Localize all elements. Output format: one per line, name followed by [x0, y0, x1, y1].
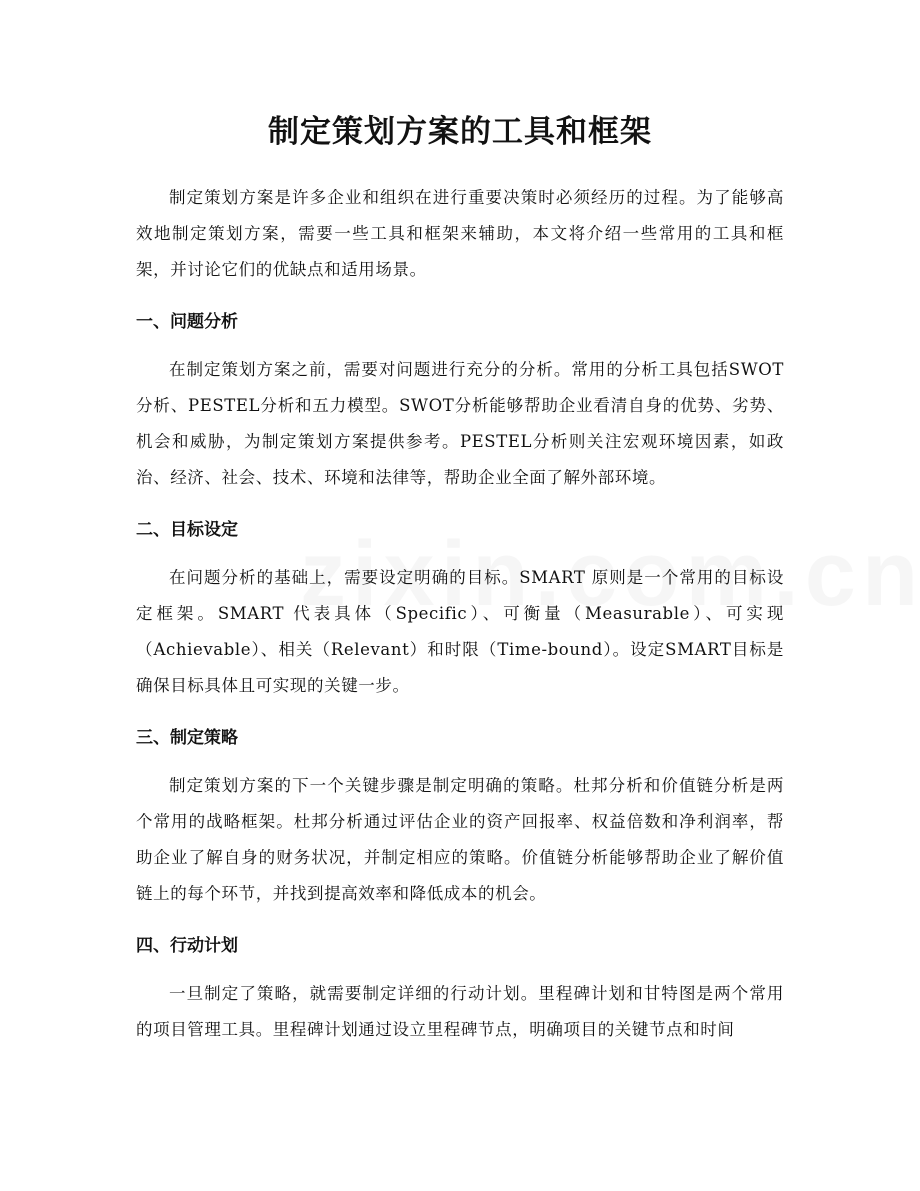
- section-heading-goal-setting: 二、目标设定: [136, 520, 238, 540]
- section-body-problem-analysis: 在制定策划方案之前，需要对问题进行充分的分析。常用的分析工具包括SWOT分析、PESTEL分析和五力模型。SWOT分析能够帮助企业看清自身的优势、劣势、机会和威胁，为制定策划方案提供参考。PESTEL分析则关注宏观环境因素，如政治、经济、社会、技术、环境和法律等，帮助企业全面了解外部环境。: [136, 360, 784, 487]
- section-heading-strategy: 三、制定策略: [136, 728, 238, 748]
- section-body-action-plan: 一旦制定了策略，就需要制定详细的行动计划。里程碑计划和甘特图是两个常用的项目管理工具。里程碑计划通过设立里程碑节点，明确项目的关键节点和时间: [136, 984, 784, 1039]
- section-heading-action-plan: 四、行动计划: [136, 936, 238, 956]
- section-body-strategy: 制定策划方案的下一个关键步骤是制定明确的策略。杜邦分析和价值链分析是两个常用的战略框架。杜邦分析通过评估企业的资产回报率、权益倍数和净利润率，帮助企业了解自身的财务状况，并制定相应的策略。价值链分析能够帮助企业了解价值链上的每个环节，并找到提高效率和降低成本的机会。: [136, 776, 784, 903]
- section-body-goal-setting: 在问题分析的基础上，需要设定明确的目标。SMART 原则是一个常用的目标设定框架。SMART 代表具体（Specific）、可衡量（Measurable）、可实现（Achievable）、相关（Relevant）和时限（Time-bound）。设定SMART目标是确保目标具体且可实现的关键一步。: [136, 568, 784, 695]
- document-title: 制定策划方案的工具和框架: [268, 114, 652, 150]
- section-heading-problem-analysis: 一、问题分析: [136, 312, 238, 332]
- intro-paragraph: 制定策划方案是许多企业和组织在进行重要决策时必须经历的过程。为了能够高效地制定策划方案，需要一些工具和框架来辅助，本文将介绍一些常用的工具和框架，并讨论它们的优缺点和适用场景。: [136, 188, 784, 279]
